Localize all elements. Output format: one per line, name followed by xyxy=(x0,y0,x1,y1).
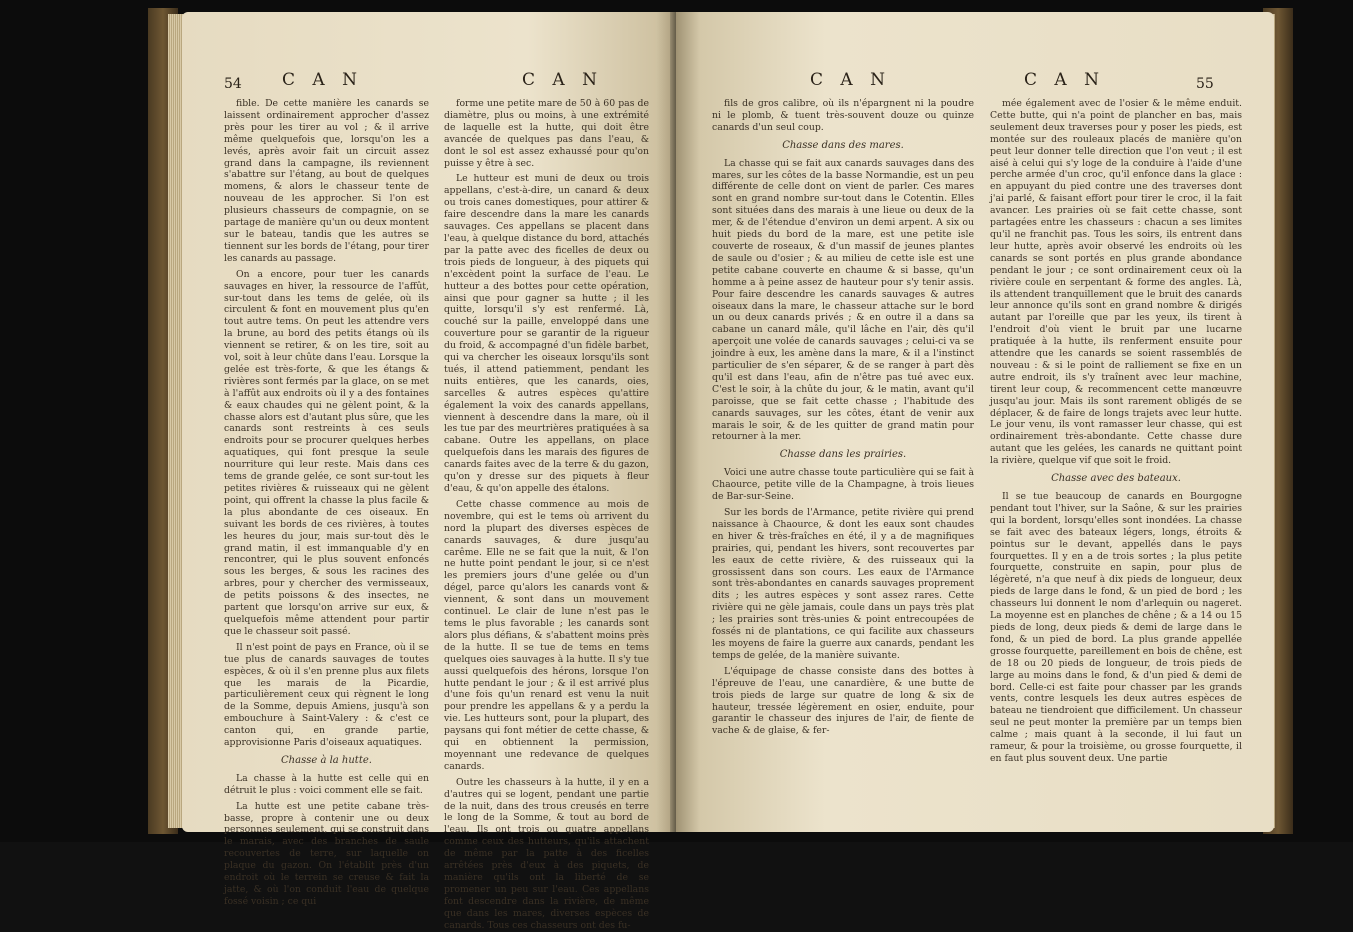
paragraph: La hutte est une petite cabane très-basse, propre à contenir une ou deux personnes seulement, qui se construit dans le marais, avec des branches de saule recouvertes de terre, sur laquelle on plaque du gazon. On l'établit près d'un endroit où le terrein se creuse & fait la jatte, & où l'on conduit l'eau de quelque fossé voisin ; ce qui xyxy=(224,800,429,907)
running-header: C A N xyxy=(1024,70,1105,90)
text-column-1 xyxy=(224,98,429,907)
running-header: C A N xyxy=(522,70,603,90)
section-heading: Chasse dans les prairies. xyxy=(779,449,907,461)
paragraph: Cette chasse commence au mois de novembre, qui est le tems où arrivent du nord la plupart des diverses espèces de canards sauvages, & dure jusqu'au carême. Elle ne se fait que la nuit, & l'on ne hutte point pendant le jour, si ce n'est les premiers jours d'une gelée ou d'un dégel, parce qu'alors les canards vont & viennent, & sont dans un mouvement continuel. Le clair de lune n'est pas le tems le plus favorable ; les canards sont alors plus défians, & s'abattent moins près de la hutte. Il se tue de tems en tems quelques oies sauvages à la hutte. Il s'y tue aussi quelquefois des hérons, lorsque l'on hutte pendant le jour ; & il est arrivé plus d'une fois qu'un renard est venu la nuit pour prendre les appellans & y a perdu la vie. Les hutteurs sont, pour la plupart, des paysans qui font métier de cette chasse, & qui en obtiennent la permission, moyennant une redevance de quelques canards. xyxy=(444,498,649,772)
section-heading: Chasse dans des mares. xyxy=(782,139,904,151)
text-column-2 xyxy=(990,98,1242,769)
paragraph: La chasse à la hutte est celle qui en détruit le plus : voici comment elle se fait. xyxy=(224,772,429,796)
paragraph: Il se tue beaucoup de canards en Bourgogne pendant tout l'hiver, sur la Saône, & sur les prairies qui la bordent, lorsqu'elles sont inondées. La chasse se fait avec des bateaux légers, longs, étroits & pointus sur le devant, appellés dans le pays fourquettes. Il y en a de trois sortes ; la plus petite fourquette, construite en sapin, pour plus de légèreté, n'a que neuf à dix pieds de longueur, deux pieds de large dans le fond, & un pied de bord ; les chasseurs lui donnent le nom d'arlequin ou nageret. La moyenne est en planches de chêne ; & a 14 ou 15 pieds de long, deux pieds & demi de large dans le fond, & un pied de bord. La plus grande appellée grosse fourquette, pareillement en bois de chêne, est de 18 ou 20 pieds de longueur, de trois pieds de large au moins dans le fond, & d'un pied & demi de bord. Celle-ci est faite pour chasser par les grands vents, contre lesquels les deux autres espèces de bateau ne tiendroient que difficilement. Un chasseur seul ne peut monter la première par un temps bien calme ; mais quant à la seconde, il lui faut un rameur, & pour la troisième, ou grosse fourquette, il en faut plus souvent deux. Une partie xyxy=(990,491,1242,764)
section-heading: Chasse avec des bateaux. xyxy=(1051,473,1181,485)
paragraph: fible. De cette manière les canards se laissent ordinairement approcher d'assez près pour les tirer au vol ; & il arrive même quelquefois que, lorsqu'on les a levés, après avoir fait un circuit assez grand dans la campagne, ils reviennent s'abattre sur l'étang, au bout de quelques momens, & alors le chasseur tente de nouveau de les approcher. Si l'on est plusieurs chasseurs de compagnie, on se partage de manière qu'un ou deux montent sur le bateau, tandis que les autres se tiennent sur les bords de l'étang, pour tirer les canards au passage. xyxy=(224,98,429,264)
paragraph: Voici une autre chasse toute particulière qui se fait à Chaource, petite ville de la Champagne, à trois lieues de Bar-sur-Seine. xyxy=(712,467,974,503)
paragraph: L'équipage de chasse consiste dans des bottes à l'épreuve de l'eau, une canardière, & une butte de trois pieds de large sur quatre de long & six de hauteur, tressée légèrement en osier, enduite, pour garantir le chasseur des injures de l'air, de fiente de vache & de glaise, & fer- xyxy=(712,665,974,737)
page-number: 55 xyxy=(1196,76,1214,92)
paragraph: Sur les bords de l'Armance, petite rivière qui prend naissance à Chaource, & dont les eaux sont chaudes en hiver & très-fraîches en été, il y a de magnifiques prairies, qui, pendant les hivers, sont recouvertes par les eaux de cette rivière, & des ruisseaux qui la grossissent dans son cours. Les eaux de l'Armance sont très-abondantes en canards sauvages proprement dits ; les autres espèces y sont assez rares. Cette rivière qui ne gèle jamais, coule dans un pays très plat ; les prairies sont très-unies & point entrecoupées de fossés ni de plantations, ce qui facilite aux chasseurs les moyens de faire la guerre aux canards, pendant les temps de gelée, de la manière suivante. xyxy=(712,507,974,661)
left-page xyxy=(182,12,676,931)
right-page xyxy=(676,12,1274,832)
paragraph: La chasse qui se fait aux canards sauvages dans des mares, sur les côtes de la basse Normandie, est un peu différente de celle dont on vient de parler. Ces mares sont en grand nombre sur-tout dans le Cotentin. Elles sont situées dans des marais à une lieue ou deux de la mer, & de l'étendue d'environ un demi arpent. A six ou huit pieds du bord de la mare, est une petite isle couverte de roseaux, & d'un massif de jeunes plantes de saule ou d'osier ; & au milieu de cette isle est une petite cabane couverte en chaume & si basse, qu'un homme a à peine assez de hauteur pour s'y tenir assis. Pour faire descendre les canards sauvages & autres oiseaux dans la mare, le chasseur attache sur le bord un ou deux canards privés ; & en outre il a dans sa cabane un canard mâle, qu'il lâche en l'air, dès qu'il aperçoit une volée de canards sauvages ; celui-ci va se joindre à eux, les amène dans la mare, & il a l'instinct particulier de s'en séparer, & de se ranger à part dès qu'il est dans l'eau, afin de n'être pas tué avec eux. C'est le soir, à la chûte du jour, & le matin, avant qu'il paroisse, que se fait cette chasse ; l'habitude des canards sauvages, sur les côtes, étant de venir aux marais le soir, & de les quitter de grand matin pour retourner à la mer. xyxy=(712,157,974,443)
paragraph: fils de gros calibre, où ils n'épargnent ni la poudre ni le plomb, & tuent très-souvent douze ou quinze canards d'un seul coup. xyxy=(712,98,974,133)
paragraph: Il n'est point de pays en France, où il se tue plus de canards sauvages de toutes espèces, & où il s'en prenne plus aux filets que les marais de la Picardie, particulièrement ceux qui règnent le long de la Somme, depuis Amiens, jusqu'à son embouchure à Saint-Valery : & c'est ce canton qui, en grande partie, approvisionne Paris d'oiseaux aquatiques. xyxy=(224,641,429,749)
paragraph: Le hutteur est muni de deux ou trois appellans, c'est-à-dire, un canard & deux ou trois canes domestiques, pour attirer & faire descendre dans la mare les canards sauvages. Ces appellans se placent dans l'eau, à quelque distance du bord, attachés par la patte avec des ficelles de deux ou trois pieds de longueur, à des piquets qui n'excèdent point la surface de l'eau. Le hutteur a des bottes pour cette opération, ainsi que pour gagner sa hutte ; il les quitte, lorsqu'il s'y est renfermé. Là, couché sur la paille, enveloppé dans une couverture pour se garantir de la rigueur du froid, & accompagné d'un fidèle barbet, qui va chercher les oiseaux lorsqu'ils sont tués, il attend patiemment, pendant les nuits entières, que les canards, oies, sarcelles & autres espèces qu'attire également la voix des canards appellans, viennent à descendre dans la mare, où il les tue par des meurtrières pratiquées à sa cabane. Outre les appellans, on place quelquefois dans les marais des figures de canards faites avec de la terre & du gazon, qu'on y dresse sur des piquets à fleur d'eau, & qu'on appelle des étalons. xyxy=(444,173,649,494)
running-header: C A N xyxy=(282,70,363,90)
page-number: 54 xyxy=(224,76,242,92)
running-header: C A N xyxy=(810,70,891,90)
section-heading: Chasse à la hutte. xyxy=(281,754,372,766)
paragraph: mée également avec de l'osier & le même enduit. Cette butte, qui n'a point de plancher en bas, mais seulement deux traverses pour y poser les pieds, est montée sur des rouleaux placés de manière qu'on peut leur donner telle direction que l'on veut ; il est aisé à celui qui s'y loge de la conduire à l'aide d'une perche armée d'un croc, qu'il enfonce dans la glace : en appuyant du pied contre une des traverses dont j'ai parlé, & faisant effort pour tirer le croc, il la fait avancer. Les prairies où se fait cette chasse, sont partagées entre les chasseurs : chacun a ses limites qu'il ne franchit pas. Tous les soirs, ils entrent dans leur hutte, après avoir observé les endroits où les canards se sont portés en plus grande abondance pendant le jour ; ce sont ordinairement ceux où la rivière coule en serpentant & forme des angles. Là, ils attendent tranquillement que le bruit des canards leur annonce qu'ils sont en grand nombre & dirigés autant par l'oreille que par les yeux, ils tirent à l'endroit d'où vient le bruit par une lucarne pratiquée à la hutte, ils renferment ensuite pour attendre que les canards se soient rassemblés de nouveau : & si le point de ralliement se fixe en un autre endroit, ils s'y traînent avec leur machine, tirent leur coup, & recommencent cette manœuvre jusqu'au jour. Mais ils sont rarement obligés de se déplacer, & de faire de longs trajets avec leur hutte. Le jour venu, ils vont ramasser leur chasse, qui est ordinairement très-abondante. Cette chasse dure autant que les gelées, les canards ne quittant point la rivière, quelque vif que soit le froid. xyxy=(990,98,1242,467)
paragraph: Outre les chasseurs à la hutte, il y en a d'autres qui se logent, pendant une partie de la nuit, dans des trous creusés en terre le long de la Somme, & tout au bord de l'eau. Ils ont trois ou quatre appellans comme ceux des hutteurs, qu'ils attachent de même par la patte à des ficelles arrêtées près d'eux à des piquets, de manière qu'ils ont la liberté de se promener un peu sur l'eau. Ces appellans font descendre dans la rivière, de même que dans les mares, diverses espèces de canards. Tous ces chasseurs ont des fu- xyxy=(444,776,649,931)
paragraph: forme une petite mare de 50 à 60 pas de diamètre, plus ou moins, à une extrémité de laquelle est la hutte, qui doit être avancée de quelques pas dans l'eau, & dont le sol est assez exhaussé pour qu'on puisse y être à sec. xyxy=(444,98,649,169)
text-column-2 xyxy=(444,98,649,931)
paragraph: On a encore, pour tuer les canards sauvages en hiver, la ressource de l'affût, sur-tout dans les tems de gelée, où ils circulent & font en mouvement plus qu'en tout autre tems. On peut les attendre vers la brune, au bord des petits étangs où ils viennent se retirer, & on les tire, soit au vol, soit à leur chûte dans l'eau. Lorsque la gelée est très-forte, & que les étangs & rivières sont fermés par la glace, on se met à l'affût aux endroits où il y a des fontaines & eaux chaudes qui ne gèlent point, & la chasse alors est d'autant plus sûre, que les canards sont restreints à ces seuls endroits pour se procurer quelques herbes aquatiques, qui font presque la seule nourriture qui leur reste. Mais dans ces tems de grande gelée, ce sont sur-tout les petites rivières & ruisseaux qui ne gèlent point, qui offrent la chasse la plus facile & la plus abondante de ces oiseaux. En suivant les bords de ces rivières, à toutes les heures du jour, mais sur-tout dès le grand matin, il est immanquable d'y en rencontrer, qui le plus souvent enfoncés sous les berges, & sous les racines des arbres, pour y chercher des vermisseaux, de petits poissons & des insectes, ne partent que lorsqu'on arrive sur eux, & quelquefois même attendent pour partir que le chasseur soit passé. xyxy=(224,268,429,637)
text-column-1 xyxy=(712,98,974,741)
